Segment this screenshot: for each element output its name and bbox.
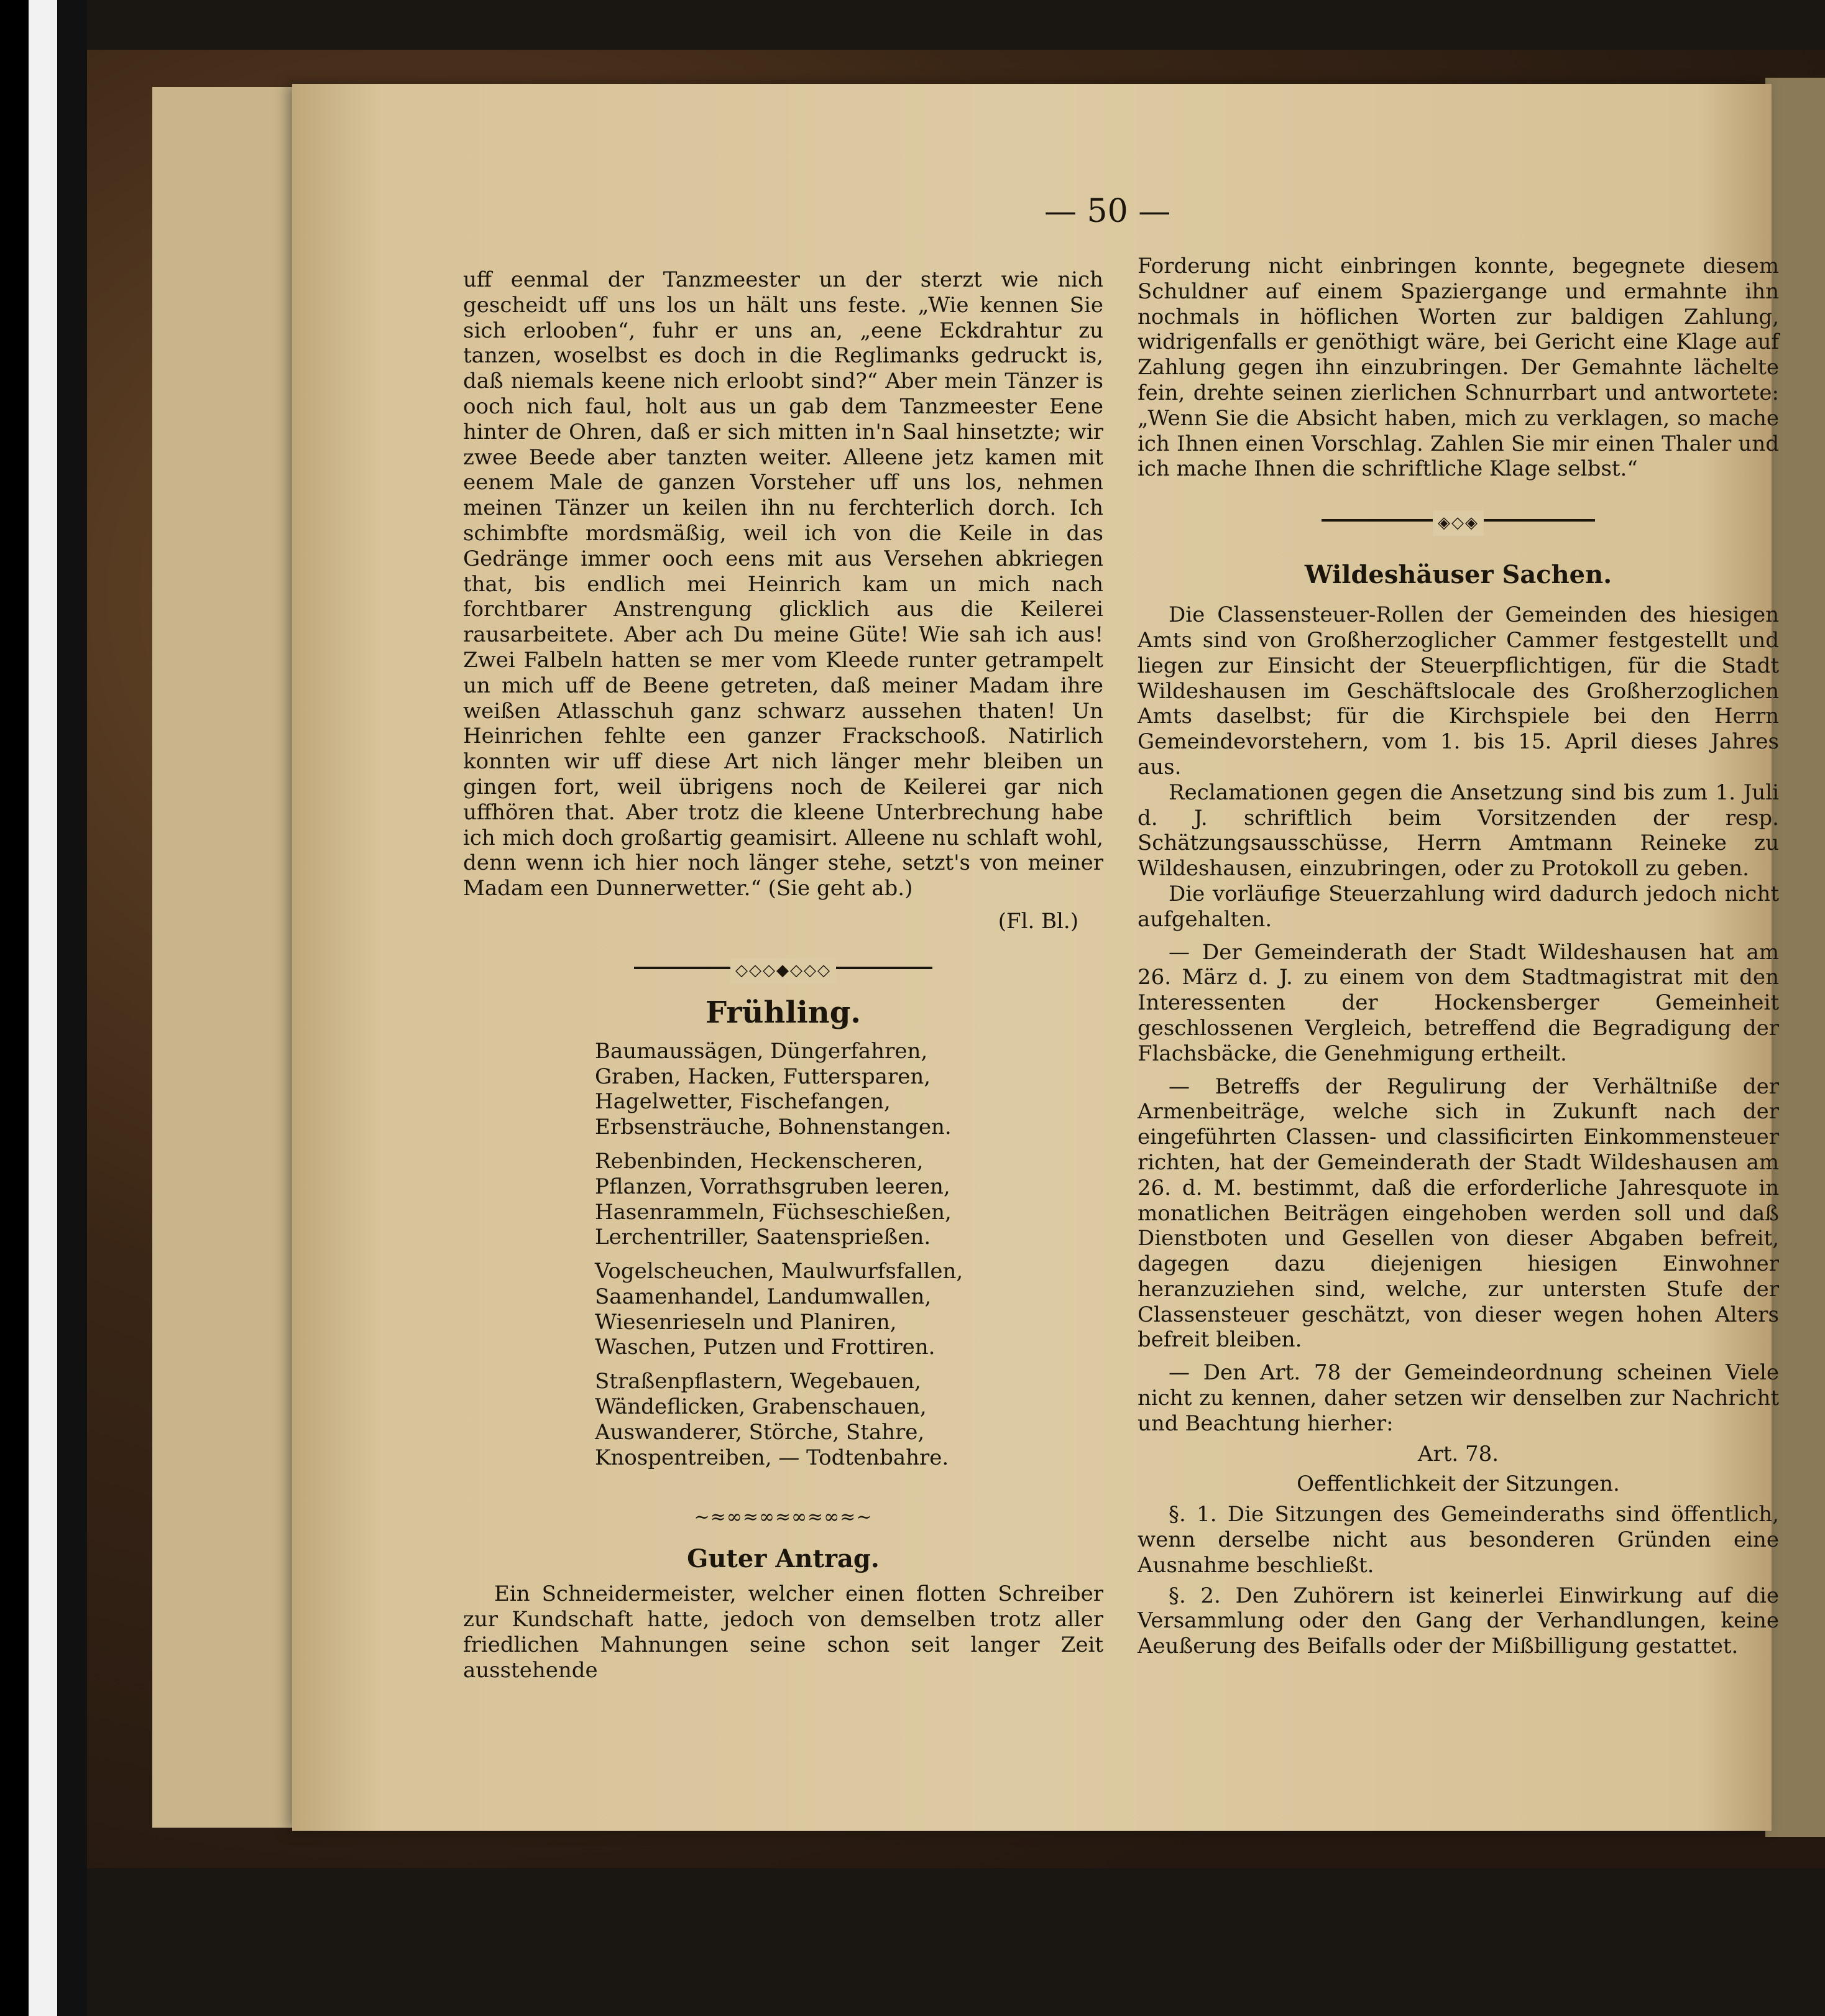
story-title: Guter Antrag. bbox=[687, 1544, 880, 1574]
poem-line: Wiesenrieseln und Planiren, bbox=[595, 1309, 897, 1335]
news-paragraph: Reclamationen gegen die Ansetzung sind bis zum 1. Juli d. J. schriftlich beim Vorsitzenden der resp. Schätzungsausschüsse, Herrn Amtmann Reineke zu Wildeshausen, einzubringen, oder zu Protokoll zu geben. bbox=[1138, 780, 1779, 881]
article-paragraph: §. 2. Den Zuhörern ist keinerlei Einwirkung auf die Versammlung oder den Gang der Verhandlungen, keine Aeußerung des Beifalls oder der Mißbilligung gestattet. bbox=[1138, 1583, 1779, 1659]
ornament-icon: ◈◇◈ bbox=[1433, 510, 1484, 536]
left-column bbox=[463, 267, 1103, 1683]
poem-line: Lerchentriller, Saatensprießen. bbox=[595, 1225, 931, 1250]
news-paragraph: — Der Gemeinderath der Stadt Wildeshausen hat am 26. März d. J. zu einem von dem Stadtmagistrat mit den Interessenten der Hockensberger Gemeinheit geschlossenen Vergleich, betreffend die Begradigung der Flachsbäcke, die Genehmigung ertheilt. bbox=[1138, 939, 1779, 1066]
section-title: Wildeshäuser Sachen. bbox=[1304, 560, 1612, 590]
poem-line: Rebenbinden, Heckenscheren, bbox=[595, 1148, 924, 1174]
story-continued: Forderung nicht einbringen konnte, begegnete diesem Schuldner auf einem Spaziergange und ermahnte ihn nochmals in höflichen Worten zur baldigen Zahlung, widrigenfalls er genöthigt wäre, bei Gericht eine Klage auf Zahlung gegen ihn einzubringen. Der Gemahnte lächelte fein, drehte seinen zierlichen Schnurrbart und antwortete: „Wenn Sie die Absicht haben, mich zu verklagen, so mache ich Ihnen einen Vorschlag. Zahlen Sie mir einen Thaler und ich mache Ihnen die schriftliche Klage selbst.“ bbox=[1138, 254, 1779, 482]
section-divider bbox=[1322, 513, 1595, 533]
poem-stanza bbox=[595, 1039, 1103, 1140]
news-paragraph: Die Classensteuer-Rollen der Gemeinden des hiesigen Amts sind von Großherzoglicher Cammer festgestellt und liegen zur Einsicht der Steuerpflichtigen, für die Stadt Wildeshausen im Geschäftslocale des Großherzoglichen Amts daselbst; für die Kirchspiele bei den Herrn Gemeindevorstehern, vom 1. bis 15. April dieses Jahres aus. bbox=[1138, 602, 1779, 780]
ornament-divider-icon: ~≈∞≈∞≈∞≈∞≈~ bbox=[694, 1506, 873, 1529]
poem-line: Pflanzen, Vorrathsgruben leeren, bbox=[595, 1174, 950, 1199]
right-column bbox=[1138, 254, 1779, 1659]
page-number: — 50 — bbox=[1044, 193, 1171, 230]
poem-line: Saamenhandel, Landumwallen, bbox=[595, 1284, 932, 1309]
poem-stanza bbox=[595, 1369, 1103, 1470]
article-title: Art. 78. bbox=[1417, 1441, 1499, 1466]
poem bbox=[595, 1039, 1103, 1471]
poem-line: Knospentreiben, — Todtenbahre. bbox=[595, 1445, 949, 1470]
poem-line: Graben, Hacken, Futtersparen, bbox=[595, 1064, 931, 1089]
scan-border bbox=[0, 0, 87, 2016]
poem-line: Baumaussägen, Düngerfahren, bbox=[595, 1038, 928, 1064]
article-paragraphs bbox=[1138, 1502, 1779, 1659]
scan-border-white bbox=[29, 0, 57, 2016]
ornament-icon: ◇◇◇◆◇◇◇ bbox=[730, 958, 836, 983]
dialog-text: uff eenmal der Tanzmeester un der sterzt wie nich gescheidt uff uns los un hält uns feste. „Wie kennen Sie sich erlooben“, fuhr er uns an, „eene Eckdrahtur zu tanzen, woselbst es doch in die Reglimanks gedruckt is, daß niemals keene nich erloobt sind?“ Aber mein Tänzer is ooch nich faul, holt aus un gab dem Tanzmeester Eene hinter de Ohren, daß er sich mitten in'n Saal hinsetzte; wir zwee Beede aber tanzten weiter. Alleene jetz kamen mit eenem Male de ganzen Vorsteher uff uns los, nehmen meinen Tänzer un keilen ihn nu ferchterlich dorch. Ich schimbfte mordsmäßig, weil ich von die Keile in das Gedränge immer ooch eens mit aus Versehen abkriegen that, bis endlich mei Heinrich kam un mich nach forchtbarer Anstrengung glicklich aus die Keilerei rausarbeitete. Aber ach Du meine Güte! Wie sah ich aus! Zwei Falbeln hatten se mer vom Kleede runter getrampelt un mich uff de Beene getreten, daß meiner Madam ihre weißen Atlasschuh ganz schwarz aussehen thaten! Un Heinrichen fehlte een ganzer Frackschooß. Natirlich konnten wir uff diese Art nich länger mehr bleiben un gingen fort, weil übrigens noch de Keilerei gar nich uffhören that. Aber trotz die kleene Unterbrechung habe ich mich doch großartig geamisirt. Alleene nu schlaft wohl, denn wenn ich hier noch länger stehe, setzt's von meiner Madam een Dunnerwetter.“ (Sie geht ab.) bbox=[463, 267, 1103, 901]
scan-border-black bbox=[0, 0, 29, 2016]
scan-border-dark bbox=[57, 0, 87, 2016]
poem-stanza bbox=[595, 1259, 1103, 1360]
poem-title: Frühling. bbox=[706, 995, 861, 1030]
poem-line: Vogelscheuchen, Maulwurfsfallen, bbox=[595, 1259, 963, 1284]
poem-line: Erbsensträuche, Bohnenstangen. bbox=[595, 1115, 952, 1140]
dialog-source: (Fl. Bl.) bbox=[998, 908, 1078, 934]
poem-line: Waschen, Putzen und Frottiren. bbox=[595, 1335, 935, 1360]
article-subtitle: Oeffentlichkeit der Sitzungen. bbox=[1297, 1471, 1620, 1497]
news-paragraphs bbox=[1138, 602, 1779, 1437]
poem-line: Hasenrammeln, Füchseschießen, bbox=[595, 1199, 952, 1225]
news-paragraph: — Den Art. 78 der Gemeindeordnung scheinen Viele nicht zu kennen, daher setzen wir denselben zur Nachricht und Beachtung hierher: bbox=[1138, 1360, 1779, 1436]
poem-line: Auswanderer, Störche, Stahre, bbox=[595, 1419, 925, 1445]
news-paragraph: — Betreffs der Regulirung der Verhältniße der Armenbeiträge, welche sich in Zukunft nach der eingeführten Classen- und classificirten Einkommensteuer richten, hat der Gemeinderath der Stadt Wildeshausen am 26. d. M. bestimmt, daß die erforderliche Jahresquote in monatlichen Beiträgen eingehoben werden soll und daß Dienstboten und Gesellen von dieser Abgaben befreit, dagegen dazu diejenigen hiesigen Einwohner heranzuziehen sind, welche, zur untersten Stufe der Classensteuer geschätzt, von dieser wegen hohen Alters befreit bleiben. bbox=[1138, 1074, 1779, 1353]
news-paragraph: Die vorläufige Steuerzahlung wird dadurch jedoch nicht aufgehalten. bbox=[1138, 881, 1779, 932]
article-paragraph: §. 1. Die Sitzungen des Gemeinderaths sind öffentlich, wenn derselbe nicht aus besonderen Gründen eine Ausnahme beschließt. bbox=[1138, 1502, 1779, 1578]
poem-stanza bbox=[595, 1149, 1103, 1250]
poem-line: Wändeflicken, Grabenschauen, bbox=[595, 1394, 927, 1420]
poem-line: Hagelwetter, Fischefangen, bbox=[595, 1089, 891, 1115]
section-divider bbox=[634, 960, 932, 980]
story-text: Ein Schneidermeister, welcher einen flotten Schreiber zur Kundschaft hatte, jedoch von demselben trotz aller friedlichen Mahnungen seine schon seit langer Zeit ausstehende bbox=[463, 1581, 1103, 1683]
poem-line: Straßenpflastern, Wegebauen, bbox=[595, 1369, 921, 1394]
